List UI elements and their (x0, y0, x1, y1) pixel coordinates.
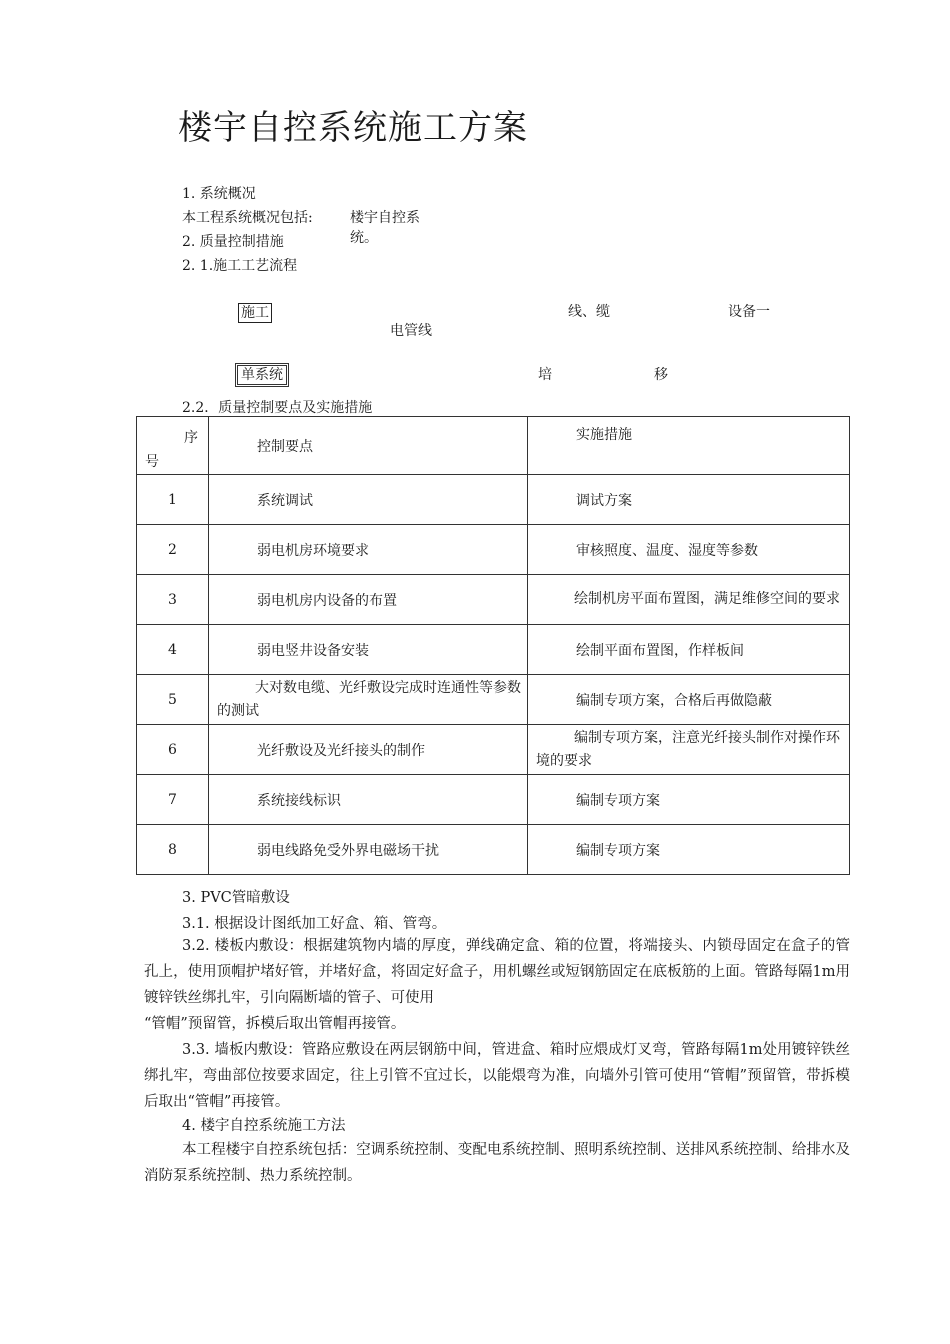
header-measure: 实施措施 (528, 417, 850, 475)
section4-heading: 4. 楼宇自控系统施工方法 (182, 1118, 346, 1134)
header-seq-char1: 序 (184, 429, 198, 446)
row-number: 5 (137, 675, 209, 725)
row-control-point: 系统接线标识 (209, 775, 528, 825)
row-control-point: 大对数电缆、光纤敷设完成时连通性等参数的测试 (209, 675, 528, 725)
row-control-point: 弱电机房内设备的布置 (209, 575, 528, 625)
flow-text-handover: 移 (654, 367, 668, 383)
table-row (137, 525, 850, 575)
row-number: 4 (137, 625, 209, 675)
section1-heading: 1. 系统概况 (182, 186, 256, 202)
row-control-point: 弱电机房环境要求 (209, 525, 528, 575)
header-seq (137, 417, 209, 475)
row-measure: 编制专项方案，合格后再做隐蔽 (528, 675, 850, 725)
flow-box-construction: 施工 (238, 303, 272, 323)
section3-p2-text: 3.2. 楼板内敷设：根据建筑物内墙的厚度，弹线确定盒、箱的位置，将端接头、内锁母固定在盒子的管孔上，使用顶帽护堵好管，并堵好盒，将固定好盒子，用机螺丝或短钢筋固定在底板筋的上面。管路每隔1m用镀锌铁丝绑扎牢，引向隔断墙的管子、可使用 (144, 938, 850, 1006)
page-title: 楼宇自控系统施工方案 (178, 108, 528, 148)
row-number: 1 (137, 475, 209, 525)
row-control-point: 弱电竖井设备安装 (209, 625, 528, 675)
overview-value-line2: 统。 (350, 230, 378, 246)
table-row (137, 475, 850, 525)
row-control-point: 弱电线路免受外界电磁场干扰 (209, 825, 528, 875)
section2-sub1: 2. 1.施工工艺流程 (182, 258, 298, 274)
table-row (137, 725, 850, 775)
flow-text-conduit: 电管线 (390, 323, 432, 339)
row-measure: 编制专项方案 (528, 775, 850, 825)
row-measure: 编制专项方案，注意光纤接头制作对操作环境的要求 (528, 725, 850, 775)
section3-p3-text: 3.3. 墙板内敷设：管路应敷设在两层钢筋中间，管进盒、箱时应煨成灯叉弯，管路每隔1m处用镀锌铁丝绑扎牢，弯曲部位按要求固定，往上引管不宜过长，以能煨弯为准，向墙外引管可使用“管帽”预留管，带拆模后取出“管帽”再接管。 (144, 1042, 850, 1110)
row-control-point: 光纤敷设及光纤接头的制作 (209, 725, 528, 775)
overview-label: 本工程系统概况包括: (182, 210, 313, 226)
flow-text-cable: 线、缆 (568, 304, 610, 320)
section3-p2 (144, 933, 850, 1011)
flow-box-single-system: 单系统 (235, 363, 289, 387)
row-number: 6 (137, 725, 209, 775)
flow-text-equipment: 设备一 (728, 304, 770, 320)
section4-p1-text: 本工程楼宇自控系统包括：空调系统控制、变配电系统控制、照明系统控制、送排风系统控制、给排水及消防泵系统控制、热力系统控制。 (144, 1142, 850, 1184)
row-measure: 绘制机房平面布置图，满足维修空间的要求 (528, 575, 850, 625)
row-number: 7 (137, 775, 209, 825)
table-row (137, 575, 850, 625)
row-measure: 编制专项方案 (528, 825, 850, 875)
row-control-point: 系统调试 (209, 475, 528, 525)
section3-p3 (144, 1037, 850, 1115)
table-row (137, 675, 850, 725)
section2-heading: 2. 质量控制措施 (182, 234, 284, 250)
table-row (137, 775, 850, 825)
header-control-point: 控制要点 (209, 417, 528, 475)
row-measure: 审核照度、温度、湿度等参数 (528, 525, 850, 575)
section4-p1 (144, 1137, 850, 1189)
section3-heading: 3. PVC管暗敷设 (182, 890, 290, 906)
quality-control-table (136, 416, 850, 875)
header-seq-char2: 号 (145, 453, 159, 470)
section3-p1: 3.1. 根据设计图纸加工好盒、箱、管弯。 (182, 916, 447, 932)
flow-text-training: 培 (538, 367, 552, 383)
overview-value-line1: 楼宇自控系 (350, 210, 420, 226)
section2-sub2: 2.2．质量控制要点及实施措施 (182, 400, 373, 416)
row-measure: 调试方案 (528, 475, 850, 525)
table-row (137, 825, 850, 875)
table-row (137, 625, 850, 675)
section3-p2b: “管帽”预留管，拆模后取出管帽再接管。 (144, 1016, 406, 1032)
row-number: 3 (137, 575, 209, 625)
row-number: 2 (137, 525, 209, 575)
table-header-row (137, 417, 850, 475)
row-number: 8 (137, 825, 209, 875)
row-measure: 绘制平面布置图，作样板间 (528, 625, 850, 675)
